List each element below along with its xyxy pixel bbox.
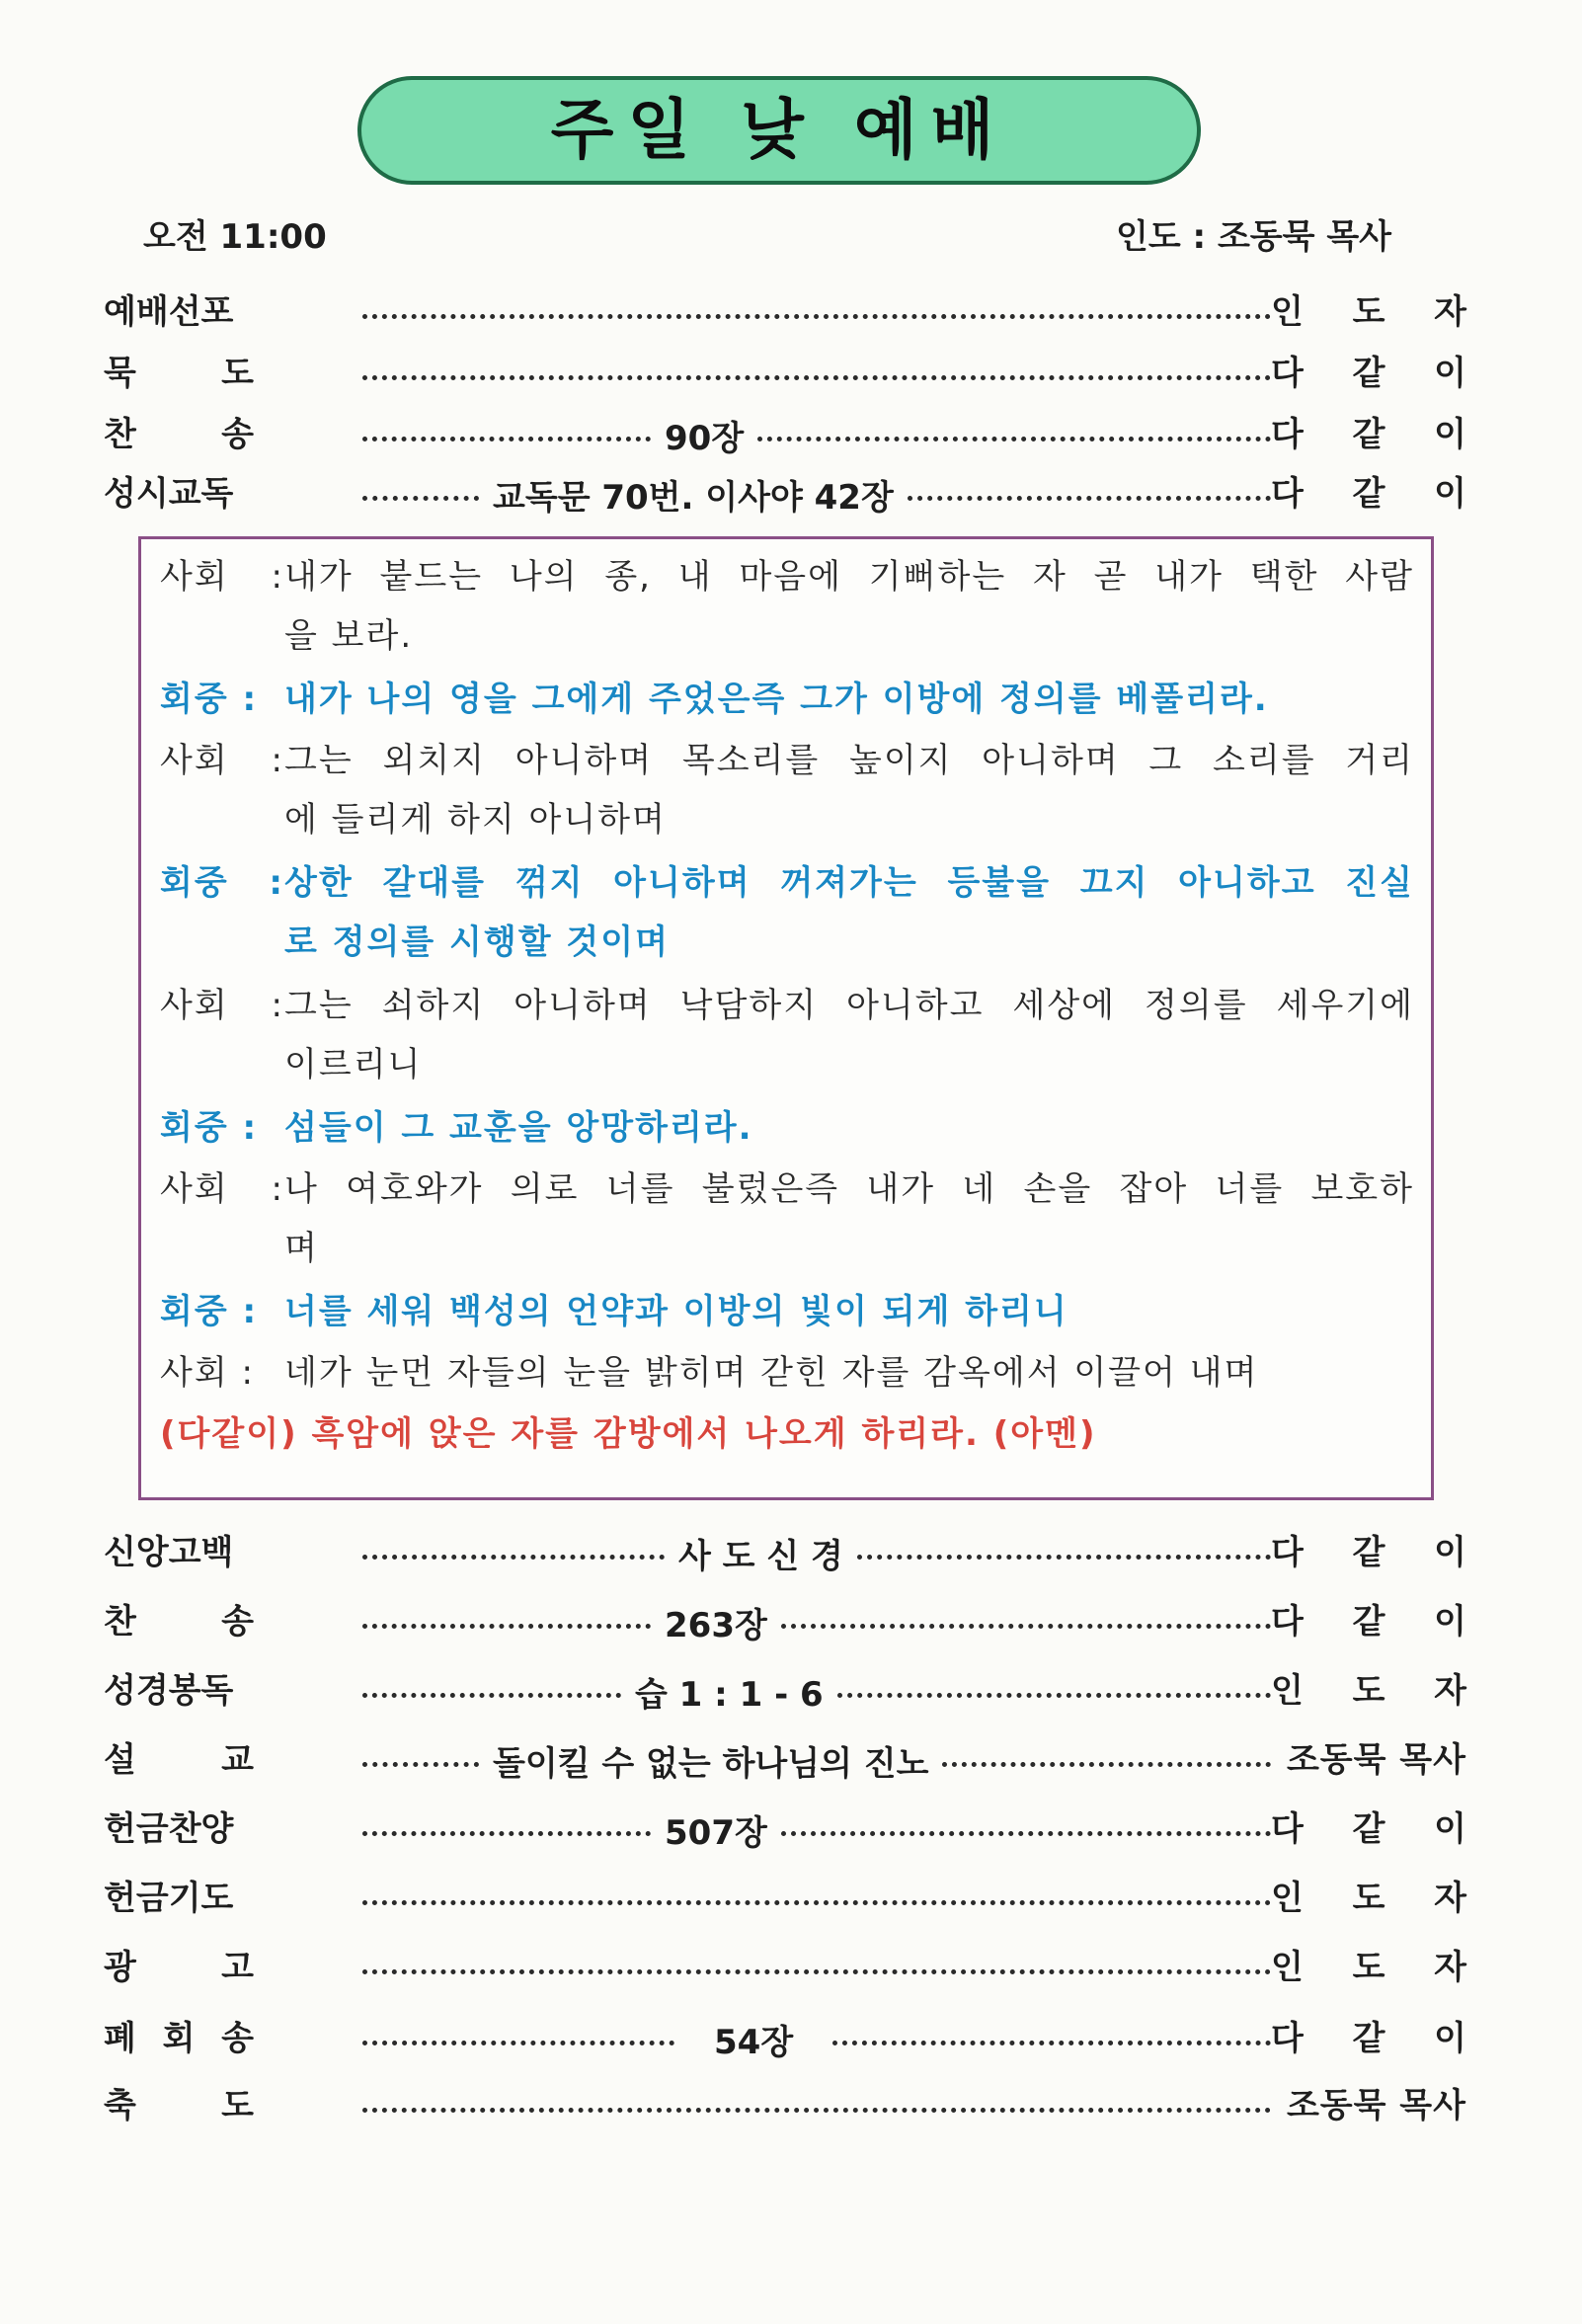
order-item-name: 헌금기도 bbox=[104, 1879, 234, 1918]
label-glyph: 자 bbox=[1434, 1671, 1466, 1711]
order-row-responsive-reading bbox=[104, 466, 1466, 521]
label-glyph: 도 bbox=[221, 354, 254, 393]
label-glyph: 다 bbox=[1271, 2019, 1304, 2058]
order-item-name bbox=[104, 346, 254, 401]
order-item-dots bbox=[362, 407, 1271, 462]
label-glyph: 이 bbox=[1434, 354, 1466, 393]
litany-text: 나 여호와가 의로 너를 불렀은즉 내가 네 손을 잡아 너를 보호하 bbox=[284, 1169, 1414, 1209]
litany-text: 내가 붙드는 나의 종, 내 마음에 기뻐하는 자 곧 내가 택한 사람 bbox=[284, 557, 1414, 597]
litany-people-line bbox=[160, 1108, 1414, 1148]
order-item-dots bbox=[362, 1802, 1271, 1857]
dot-leader bbox=[908, 496, 1271, 501]
label-glyph: 찬 bbox=[104, 1602, 136, 1642]
label-glyph: 설 bbox=[104, 1740, 136, 1780]
order-item-performer bbox=[1271, 284, 1466, 340]
order-item-performer bbox=[1271, 1663, 1466, 1719]
label-glyph: 송 bbox=[221, 1602, 254, 1642]
order-item-detail: 돌이킬 수 없는 하나님의 진노 bbox=[493, 1743, 929, 1784]
order-item-dots bbox=[362, 1594, 1271, 1649]
label-glyph: 폐 bbox=[104, 2019, 136, 2058]
litany-text: 섬들이 그 교훈을 앙망하리라. bbox=[284, 1108, 753, 1148]
label-glyph: 광 bbox=[104, 1948, 136, 1987]
speaker-label: 회중 : bbox=[160, 1108, 259, 1148]
order-row-announcements bbox=[104, 1940, 1466, 1995]
label-glyph: 같 bbox=[1352, 1602, 1385, 1642]
dot-leader bbox=[362, 1831, 651, 1836]
order-row-silent-prayer bbox=[104, 346, 1466, 401]
order-row-sermon bbox=[104, 1732, 1466, 1788]
label-glyph: 교 bbox=[221, 1740, 254, 1780]
dot-leader bbox=[832, 2041, 1271, 2045]
order-item-name: 성시교독 bbox=[104, 474, 234, 514]
speaker-label: 회중 : bbox=[160, 680, 259, 719]
litany-continuation: 며 bbox=[284, 1229, 319, 1268]
order-item-name bbox=[104, 407, 254, 462]
label-glyph: 찬 bbox=[104, 415, 136, 454]
dot-leader bbox=[362, 2108, 1271, 2113]
service-leader: 인도 : 조동묵 목사 bbox=[1116, 217, 1392, 257]
order-item-dots bbox=[362, 284, 1271, 340]
label-glyph: 도 bbox=[221, 2086, 254, 2125]
order-item-name bbox=[104, 2078, 254, 2133]
label-glyph: 축 bbox=[104, 2086, 136, 2125]
order-item-performer: 조동묵 목사 bbox=[1286, 1740, 1466, 1780]
order-item-name bbox=[104, 2011, 254, 2066]
dot-leader bbox=[362, 1969, 1271, 1974]
litany-text: 그는 쇠하지 아니하며 낙담하지 아니하고 세상에 정의를 세우기에 bbox=[284, 986, 1414, 1025]
dot-leader bbox=[781, 1831, 1271, 1836]
order-item-dots bbox=[362, 1871, 1271, 1926]
label-glyph: 이 bbox=[1434, 415, 1466, 454]
label-glyph: 같 bbox=[1352, 1533, 1385, 1572]
dot-leader bbox=[362, 314, 1271, 319]
order-row-hymn bbox=[104, 407, 1466, 462]
litany-text: 너를 세워 백성의 언약과 이방의 빛이 되게 하리니 bbox=[284, 1292, 1068, 1331]
label-glyph: 도 bbox=[1352, 1671, 1385, 1711]
dot-leader bbox=[942, 1762, 1271, 1767]
order-row-scripture bbox=[104, 1663, 1466, 1719]
label-glyph: 같 bbox=[1352, 1809, 1385, 1849]
order-row-offering-hymn bbox=[104, 1802, 1466, 1857]
dot-leader bbox=[362, 496, 479, 501]
order-item-detail: 90장 bbox=[665, 418, 745, 458]
label-glyph: 도 bbox=[1352, 1948, 1385, 1987]
order-item-name bbox=[104, 1940, 254, 1995]
litany-continuation: 이르리니 bbox=[284, 1045, 423, 1084]
dot-leader bbox=[362, 1555, 665, 1560]
litany-text: 내가 나의 영을 그에게 주었은즉 그가 이방에 정의를 베풀리라. bbox=[284, 680, 1269, 719]
order-item-performer bbox=[1271, 1802, 1466, 1857]
litany-together-line: (다같이) 흑암에 앉은 자를 감방에서 나오게 하리라. (아멘) bbox=[160, 1414, 1097, 1454]
litany-text: 네가 눈먼 자들의 눈을 밝히며 갇힌 자를 감옥에서 이끌어 내며 bbox=[284, 1353, 1259, 1393]
order-item-name: 신앙고백 bbox=[104, 1533, 234, 1572]
litany-leader-line bbox=[160, 557, 1414, 597]
order-item-performer bbox=[1271, 466, 1466, 521]
order-row-closing-hymn bbox=[104, 2011, 1466, 2066]
speaker-label: 사회 : bbox=[160, 1169, 284, 1209]
label-glyph: 다 bbox=[1271, 1602, 1304, 1642]
order-row-declaration bbox=[104, 284, 1466, 340]
dot-leader bbox=[362, 1693, 621, 1698]
order-item-detail: 습 1 : 1 - 6 bbox=[635, 1674, 824, 1715]
order-item-name: 헌금찬양 bbox=[104, 1809, 234, 1849]
label-glyph: 이 bbox=[1434, 1533, 1466, 1572]
order-item-dots bbox=[362, 346, 1271, 401]
litany-continuation: 을 보라. bbox=[284, 616, 414, 656]
label-glyph: 다 bbox=[1271, 415, 1304, 454]
order-item-dots bbox=[362, 2078, 1271, 2133]
label-glyph: 도 bbox=[1352, 1879, 1385, 1918]
label-glyph: 인 bbox=[1271, 292, 1304, 332]
order-item-performer bbox=[1271, 1525, 1466, 1580]
order-row-benediction bbox=[104, 2078, 1466, 2133]
order-item-name bbox=[104, 1732, 254, 1788]
order-item-detail: 263장 bbox=[665, 1605, 767, 1645]
order-item-dots bbox=[362, 2011, 1271, 2066]
litany-people-line bbox=[160, 863, 1414, 903]
order-item-detail: 교독문 70번. 이사야 42장 bbox=[493, 477, 894, 518]
order-item-detail: 사 도 신 경 bbox=[678, 1536, 843, 1576]
order-item-dots bbox=[362, 1940, 1271, 1995]
speaker-label: 회중 : bbox=[160, 863, 284, 903]
dot-leader bbox=[362, 2041, 674, 2045]
litany-continuation: 에 들리게 하지 아니하며 bbox=[284, 800, 667, 840]
order-item-dots bbox=[362, 1732, 1271, 1788]
label-glyph: 같 bbox=[1352, 2019, 1385, 2058]
litany-leader-line bbox=[160, 1353, 1414, 1393]
label-glyph: 자 bbox=[1434, 1879, 1466, 1918]
order-item-name: 예배선포 bbox=[104, 292, 234, 332]
litany-leader-line bbox=[160, 741, 1414, 780]
label-glyph: 송 bbox=[221, 2019, 254, 2058]
dot-leader bbox=[781, 1624, 1271, 1629]
order-item-performer bbox=[1271, 346, 1466, 401]
litany-text: 상한 갈대를 꺾지 아니하며 꺼져가는 등불을 끄지 아니하고 진실 bbox=[284, 863, 1414, 903]
litany-leader-line bbox=[160, 986, 1414, 1025]
label-glyph: 송 bbox=[221, 415, 254, 454]
label-glyph: 인 bbox=[1271, 1879, 1304, 1918]
label-glyph: 이 bbox=[1434, 474, 1466, 514]
label-glyph: 인 bbox=[1271, 1948, 1304, 1987]
label-glyph: 묵 bbox=[104, 354, 136, 393]
order-row-offering-prayer bbox=[104, 1871, 1466, 1926]
dot-leader bbox=[362, 1900, 1271, 1905]
order-item-dots bbox=[362, 466, 1271, 521]
label-glyph: 이 bbox=[1434, 2019, 1466, 2058]
speaker-label: 사회 : bbox=[160, 557, 284, 597]
label-glyph: 인 bbox=[1271, 1671, 1304, 1711]
label-glyph: 같 bbox=[1352, 415, 1385, 454]
label-glyph: 이 bbox=[1434, 1602, 1466, 1642]
label-glyph: 자 bbox=[1434, 292, 1466, 332]
dot-leader bbox=[362, 1624, 651, 1629]
order-item-performer: 조동묵 목사 bbox=[1286, 2086, 1466, 2125]
dot-leader bbox=[362, 375, 1271, 380]
litany-people-line bbox=[160, 1292, 1414, 1331]
order-item-name: 성경봉독 bbox=[104, 1671, 234, 1711]
service-time: 오전 11:00 bbox=[143, 217, 327, 257]
order-item-performer bbox=[1271, 407, 1466, 462]
order-item-dots bbox=[362, 1525, 1271, 1580]
dot-leader bbox=[757, 437, 1271, 441]
order-item-detail: 54장 bbox=[714, 2022, 794, 2062]
litany-continuation: 로 정의를 시행할 것이며 bbox=[284, 922, 670, 962]
litany-leader-line bbox=[160, 1169, 1414, 1209]
litany-text: 그는 외치지 아니하며 목소리를 높이지 아니하며 그 소리를 거리 bbox=[284, 741, 1414, 780]
dot-leader bbox=[837, 1693, 1271, 1698]
speaker-label: 회중 : bbox=[160, 1292, 259, 1331]
order-item-performer bbox=[1271, 1871, 1466, 1926]
order-row-hymn-2 bbox=[104, 1594, 1466, 1649]
speaker-label: 사회 : bbox=[160, 1353, 255, 1393]
label-glyph: 다 bbox=[1271, 1533, 1304, 1572]
order-item-detail: 507장 bbox=[665, 1812, 767, 1853]
order-item-performer bbox=[1271, 2011, 1466, 2066]
speaker-label: 사회 : bbox=[160, 986, 284, 1025]
speaker-label: 사회 : bbox=[160, 741, 284, 780]
label-glyph: 도 bbox=[1352, 292, 1385, 332]
label-glyph: 자 bbox=[1434, 1948, 1466, 1987]
dot-leader bbox=[857, 1555, 1271, 1560]
label-glyph: 같 bbox=[1352, 474, 1385, 514]
label-glyph: 다 bbox=[1271, 1809, 1304, 1849]
page-title: 주일 낮 예배 bbox=[357, 76, 1201, 185]
order-row-creed bbox=[104, 1525, 1466, 1580]
dot-leader bbox=[362, 1762, 479, 1767]
label-glyph: 이 bbox=[1434, 1809, 1466, 1849]
label-glyph: 다 bbox=[1271, 474, 1304, 514]
order-item-performer bbox=[1271, 1594, 1466, 1649]
order-item-name bbox=[104, 1594, 254, 1649]
label-glyph: 고 bbox=[221, 1948, 254, 1987]
label-glyph: 같 bbox=[1352, 354, 1385, 393]
label-glyph: 다 bbox=[1271, 354, 1304, 393]
litany-people-line bbox=[160, 680, 1414, 719]
order-item-dots bbox=[362, 1663, 1271, 1719]
label-glyph: 회 bbox=[162, 2019, 196, 2058]
dot-leader bbox=[362, 437, 651, 441]
order-item-performer bbox=[1271, 1940, 1466, 1995]
